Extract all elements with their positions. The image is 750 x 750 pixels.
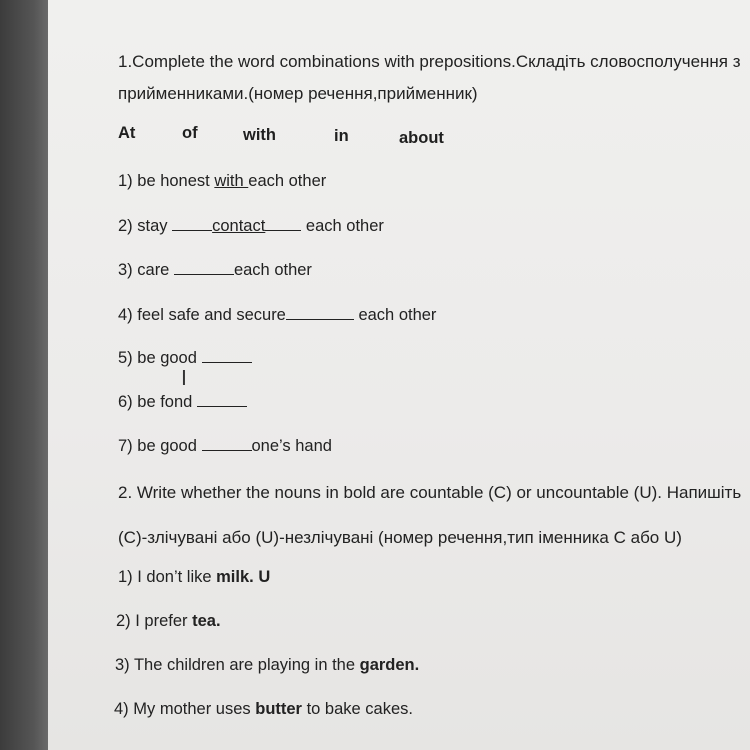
exercise1-item-7 (118, 435, 332, 456)
bold-noun: milk. (216, 568, 254, 586)
exercise1-title-line1: 1.Complete the word combinations with prepositions.Складіть словосполучення з (118, 52, 741, 71)
item-number: 4) (118, 306, 133, 324)
worksheet-page (48, 0, 750, 750)
answer-blank[interactable] (197, 391, 247, 407)
item-number: 1) (118, 172, 133, 190)
item-text: I don’t like (137, 568, 217, 586)
item-text: be honest (137, 172, 215, 190)
item-number: 7) (118, 437, 133, 455)
item-text: stay (137, 217, 173, 235)
exercise1-title-line2: прийменниками.(номер речення,прийменник) (118, 84, 478, 103)
preposition-about: about (399, 129, 444, 147)
item-text-end: one’s hand (251, 437, 332, 455)
preposition-with: with (243, 126, 276, 144)
answer-blank[interactable] (174, 259, 234, 275)
item-text-end: each other (353, 306, 437, 324)
exercise2-title-line2: (C)-злічувані або (U)-незлічувані (номер речення,тип іменника C або U) (118, 528, 682, 547)
item-text-end: each other (301, 217, 384, 235)
exercise1-item-5 (118, 347, 252, 368)
item-number: 2) (118, 217, 133, 235)
exercise2-item-3 (115, 655, 419, 675)
preposition-of: of (182, 124, 198, 142)
exercise2-item-4 (114, 699, 413, 719)
item-number: 3) (115, 656, 130, 674)
item-text-end: each other (248, 172, 327, 190)
item-number: 6) (118, 393, 133, 411)
item-text-end: each other (233, 261, 312, 279)
item-text: be fond (137, 393, 197, 411)
answer-blank[interactable] (202, 435, 252, 451)
background-edge (0, 0, 48, 750)
item-text: feel safe and secure (137, 306, 286, 324)
item-text-end: to bake cakes. (301, 700, 413, 718)
exercise2-item-2 (116, 611, 221, 631)
item-number: 1) (118, 568, 133, 586)
preposition-in: in (334, 127, 349, 145)
item-text: be good (137, 349, 202, 367)
item-text: be good (137, 437, 202, 455)
item-number: 2) (116, 612, 131, 630)
exercise2-title-line1: 2. Write whether the nouns in bold are countable (C) or uncountable (U). Напишіть (118, 483, 742, 502)
exercise2-item-1 (118, 567, 270, 587)
bold-noun: butter (255, 700, 302, 718)
item-text: care (137, 261, 174, 279)
answer-blank[interactable] (172, 215, 212, 231)
item-number: 4) (114, 700, 129, 718)
answer-blank[interactable] (286, 304, 354, 320)
exercise1-item-1 (118, 171, 326, 191)
answer-blank[interactable] (202, 347, 252, 363)
bold-noun: tea. (192, 612, 221, 630)
item-answer: with (214, 172, 249, 190)
exercise1-item-3 (118, 259, 312, 280)
exercise1-item-2 (118, 215, 384, 236)
item-text: I prefer (135, 612, 193, 630)
item-text-mid: contact (212, 217, 266, 235)
bold-noun: garden. (359, 656, 420, 674)
exercise1-item-6 (118, 391, 247, 412)
item-number: 5) (118, 349, 133, 367)
item-text: The children are playing in the (133, 656, 360, 674)
item-number: 3) (118, 261, 133, 279)
answer-blank[interactable] (265, 215, 301, 231)
exercise1-item-4 (118, 304, 436, 325)
item-text: My mother uses (133, 700, 256, 718)
preposition-at: At (118, 124, 136, 142)
item-answer: U (253, 568, 271, 586)
text-cursor-icon: I (181, 366, 187, 390)
